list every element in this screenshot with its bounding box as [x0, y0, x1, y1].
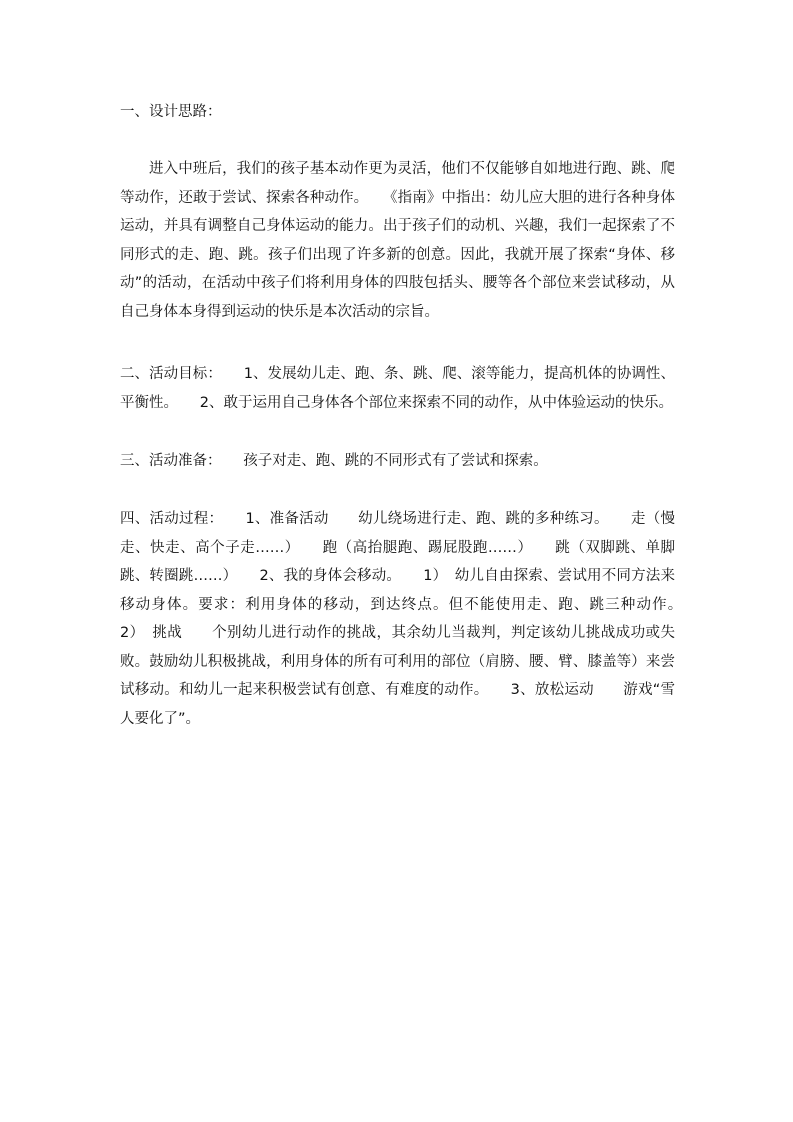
- paragraph-activity-process: 四、活动过程： 1、准备活动 幼儿绕场进行走、跑、跳的多种练习。 走（慢走、快走、高个子走……） 跑（高抬腿跑、踢屁股跑……） 跳（双脚跳、单脚跳、转圈跳……） 2、我的身体会移动。 1） 幼儿自由探索、尝试用不同方法来移动身体。要求：利用身体的移动，到达终点。但不能使用走、跑、跳三种动作。 2） 挑战 个别幼儿进行动作的挑战，其余幼儿当裁判，判定该幼儿挑战成功或失败。鼓励幼儿积极挑战，利用身体的所有可利用的部位（肩膀、腰、臂、膝盖等）来尝试移动。和幼儿一起来积极尝试有创意、有难度的动作。 3、放松运动 游戏“雪人要化了”。: [120, 511, 704, 727]
- paragraph-activity-goals: 二、活动目标： 1、发展幼儿走、跑、条、跳、爬、滚等能力，提高机体的协调性、平衡性。 2、敢于运用自己身体各个部位来探索不同的动作，从中体验运动的快乐。: [120, 366, 675, 411]
- paragraph-design-ideas: 进入中班后，我们的孩子基本动作更为灵活，他们不仅能够自如地进行跑、跳、爬等动作，还敢于尝试、探索各种动作。 《指南》中指出：幼儿应大胆的进行各种身体运动，并具有调整自己身体运动的能力。出于孩子们的动机、兴趣，我们一起探索了不同形式的走、跑、跳。孩子们出现了许多新的创意。因此，我就开展了探索“身体、移动”的活动，在活动中孩子们将利用身体的四肢包括头、腰等各个部位来尝试移动，从自己身体本身得到运动的快乐是本次活动的宗旨。: [120, 161, 675, 320]
- section-heading-design-ideas: 一、设计思路：: [120, 104, 222, 120]
- paragraph-activity-preparation: 三、活动准备： 孩子对走、跑、跳的不同形式有了尝试和探索。: [120, 453, 548, 469]
